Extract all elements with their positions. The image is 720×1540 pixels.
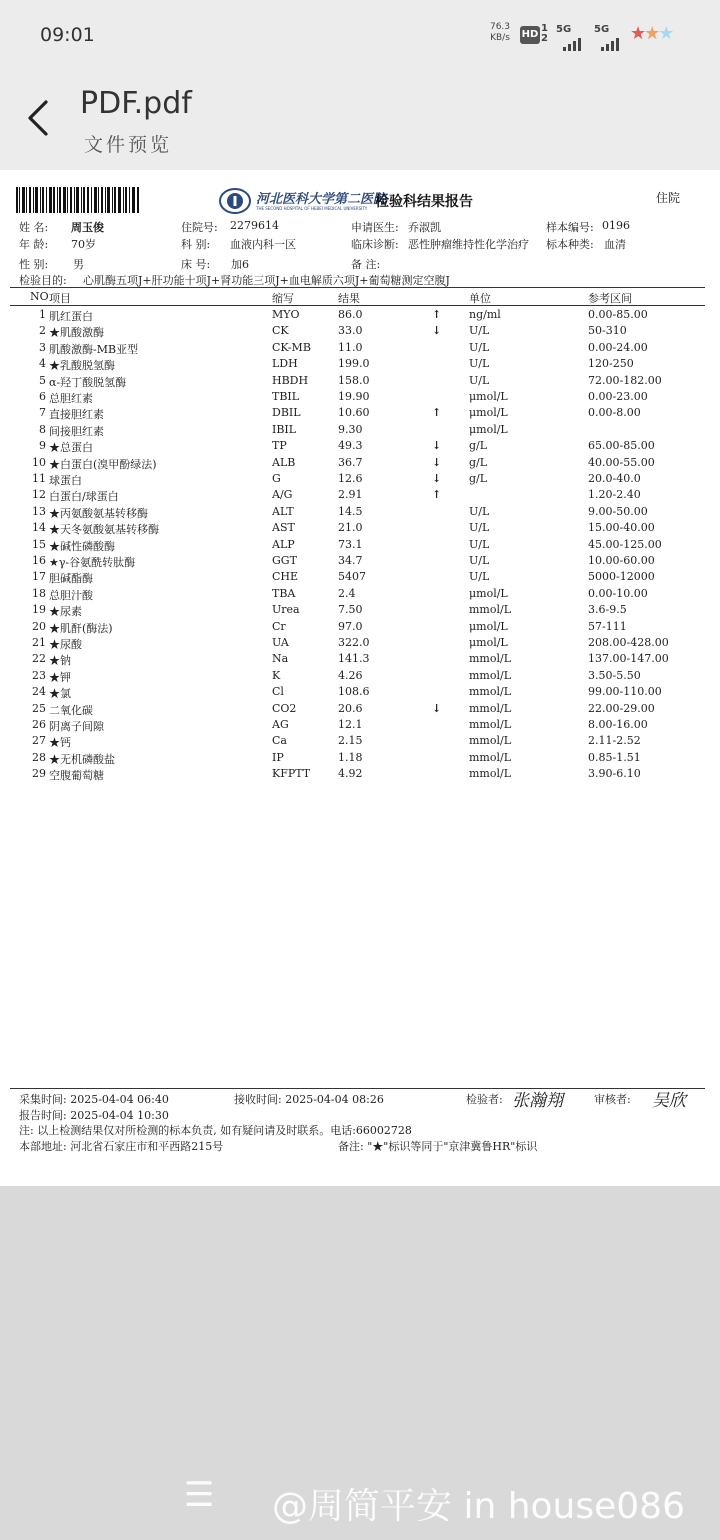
cell-abbr: MYO	[272, 308, 300, 321]
table-row	[0, 718, 720, 734]
cell-no: 3	[39, 340, 46, 354]
cell-flag: ↓	[432, 439, 442, 453]
cell-no: 13	[32, 504, 46, 518]
cell-no: 24	[32, 685, 46, 699]
cell-flag: ↓	[432, 701, 442, 715]
table-row	[0, 603, 720, 619]
cell-result: 2.15	[338, 734, 363, 748]
cell-ref: 0.00-10.00	[588, 586, 648, 600]
reviewer-label: 审核者:	[594, 1093, 631, 1106]
cell-result: 2.4	[338, 586, 356, 600]
cell-unit: ng/ml	[469, 308, 501, 321]
sample-type-value: 血清	[604, 238, 626, 251]
cell-abbr: HBDH	[272, 373, 309, 387]
divider	[10, 305, 705, 306]
cell-unit: g/L	[469, 455, 488, 469]
cell-unit: U/L	[469, 554, 490, 567]
cell-no: 12	[32, 488, 46, 502]
purpose-label: 检验目的:	[19, 274, 67, 287]
diagnosis-value: 恶性肿瘤维持性化学治疗	[408, 238, 529, 251]
collect-value: 2025-04-04 06:40	[70, 1093, 169, 1106]
cell-no: 23	[32, 668, 46, 682]
receive-label: 接收时间:	[234, 1093, 282, 1106]
cell-ref: 8.00-16.00	[588, 718, 648, 731]
header-abbr: 缩写	[272, 292, 294, 305]
address: 本部地址: 河北省石家庄市和平西路215号	[19, 1140, 224, 1153]
cell-result: 14.5	[338, 504, 363, 518]
cell-unit: μmol/L	[469, 422, 508, 436]
cell-no: 10	[32, 455, 46, 469]
cell-name: ★尿酸	[49, 638, 82, 651]
table-row	[0, 751, 720, 767]
sample-no-label: 样本编号:	[546, 221, 594, 234]
cell-name: 肌酸激酶-MB亚型	[49, 342, 139, 356]
cell-ref: 137.00-147.00	[588, 652, 669, 666]
reviewer-signature: 吴欣	[652, 1091, 686, 1111]
cell-ref: 72.00-182.00	[588, 373, 662, 387]
hospital-name: 河北医科大学第二医院	[256, 192, 387, 207]
cell-ref: 22.00-29.00	[588, 701, 655, 715]
cell-name: 直接胆红素	[49, 408, 104, 422]
cell-ref: 3.50-5.50	[588, 668, 641, 682]
watermark: @周简平安 in house086	[272, 1486, 685, 1527]
report-time	[19, 1107, 169, 1123]
cell-flag: ↑	[432, 308, 442, 321]
cell-abbr: ALB	[272, 455, 296, 469]
cell-abbr: G	[272, 472, 281, 485]
cell-no: 25	[32, 701, 46, 715]
hospital-name-en: THE SECOND HOSPITAL OF HEBEI MEDICAL UNIVERSITY	[256, 206, 368, 211]
sex-label: 性 别:	[19, 258, 49, 271]
status-bar	[0, 0, 720, 70]
hospital-logo-icon	[218, 188, 252, 214]
admission-label: 住院号:	[181, 221, 218, 234]
cell-ref: 2.11-2.52	[588, 734, 641, 748]
cell-result: 199.0	[338, 357, 370, 371]
barcode	[16, 187, 140, 213]
cell-result: 141.3	[338, 652, 370, 666]
cell-result: 4.92	[338, 767, 363, 781]
name-value: 周玉俊	[71, 221, 104, 234]
cell-result: 19.90	[338, 390, 370, 403]
cell-ref: 0.00-8.00	[588, 406, 641, 420]
cell-abbr: Na	[272, 652, 289, 666]
report-label: 报告时间:	[19, 1109, 67, 1122]
cell-unit: U/L	[469, 373, 490, 387]
remark-label: 备 注:	[351, 258, 381, 271]
cell-no: 22	[32, 652, 46, 666]
cell-no: 21	[32, 636, 46, 649]
cell-unit: mmol/L	[469, 668, 512, 682]
divider	[10, 1088, 705, 1089]
table-row	[0, 669, 720, 685]
cell-abbr: AG	[272, 718, 289, 731]
table-row	[0, 620, 720, 636]
table-row	[0, 406, 720, 422]
cell-abbr: K	[272, 668, 281, 682]
cell-no: 8	[39, 422, 46, 436]
cell-name: ★氯	[49, 687, 71, 701]
cell-no: 18	[32, 586, 46, 600]
cell-unit: mmol/L	[469, 701, 512, 715]
cell-ref: 0.00-23.00	[588, 390, 648, 403]
network-speed	[488, 22, 512, 44]
cell-unit: μmol/L	[469, 406, 508, 420]
cell-name: ★γ-谷氨酰转肽酶	[49, 556, 136, 569]
cell-ref: 3.6-9.5	[588, 603, 627, 617]
cell-result: 97.0	[338, 619, 363, 633]
header-item: 项目	[49, 292, 71, 305]
table-row	[0, 570, 720, 586]
table-row	[0, 636, 720, 652]
cell-abbr: UA	[272, 636, 289, 649]
cell-unit: mmol/L	[469, 603, 512, 617]
signal-bars-icon	[563, 32, 583, 46]
cell-no: 4	[39, 357, 46, 371]
dept-value: 血液内科一区	[230, 238, 296, 251]
cell-name: ★丙氨酸氨基转移酶	[49, 506, 148, 520]
pdf-page[interactable]	[0, 170, 720, 1186]
cell-ref: 120-250	[588, 357, 634, 371]
age-value: 70岁	[71, 238, 96, 251]
table-row	[0, 439, 720, 455]
cell-result: 158.0	[338, 373, 370, 387]
cell-no: 16	[32, 554, 46, 567]
cell-result: 9.30	[338, 422, 363, 436]
cell-no: 27	[32, 734, 46, 748]
cell-ref: 20.0-40.0	[588, 472, 641, 485]
cell-result: 36.7	[338, 455, 363, 469]
cell-abbr: CO2	[272, 701, 297, 715]
cell-no: 29	[32, 767, 46, 781]
cell-ref: 3.90-6.10	[588, 767, 641, 781]
cell-unit: U/L	[469, 324, 490, 338]
cell-ref: 9.00-50.00	[588, 504, 648, 518]
header-no: NO	[30, 290, 49, 303]
cell-result: 11.0	[338, 340, 363, 354]
receive-value: 2025-04-04 08:26	[285, 1093, 384, 1106]
cell-name: 白蛋白/球蛋白	[49, 490, 119, 504]
hd-sim-label: 1 2	[541, 23, 548, 44]
cell-result: 4.26	[338, 668, 363, 682]
table-row	[0, 374, 720, 390]
table-row	[0, 488, 720, 504]
bed-value: 加6	[231, 258, 249, 271]
table-row	[0, 587, 720, 603]
clock: 09:01	[40, 24, 95, 46]
table-row	[0, 734, 720, 750]
cell-ref: 0.00-85.00	[588, 308, 648, 321]
cell-abbr: GGT	[272, 554, 297, 567]
age-label: 年 龄:	[19, 238, 49, 251]
cell-ref: 65.00-85.00	[588, 439, 655, 453]
cell-no: 9	[39, 439, 46, 453]
cell-name: 总胆汁酸	[49, 588, 93, 602]
cell-name: ★白蛋白(溴甲酚绿法)	[49, 457, 157, 471]
cell-unit: U/L	[469, 340, 490, 354]
cell-name: ★总蛋白	[49, 441, 93, 455]
cell-name: α-羟丁酸脱氢酶	[49, 375, 127, 389]
cell-abbr: Ca	[272, 734, 287, 748]
cell-name: 总胆红素	[49, 392, 93, 405]
header-unit: 单位	[469, 292, 491, 305]
cell-result: 1.18	[338, 750, 363, 764]
cell-abbr: TP	[272, 439, 287, 453]
table-header	[0, 290, 720, 306]
collect-label: 采集时间:	[19, 1093, 67, 1106]
cell-no: 6	[39, 390, 46, 403]
cell-unit: μmol/L	[469, 619, 508, 633]
cell-unit: U/L	[469, 537, 490, 551]
cell-name: ★肌酸激酶	[49, 326, 104, 340]
network-type-1: 5G	[556, 24, 572, 35]
cell-no: 2	[39, 324, 46, 338]
network-speed-unit: KB/s	[490, 33, 510, 43]
cell-flag: ↓	[432, 455, 442, 469]
cell-abbr: TBIL	[272, 390, 300, 403]
cell-unit: mmol/L	[469, 767, 512, 781]
sex-value: 男	[73, 258, 84, 271]
file-name: PDF.pdf	[80, 86, 192, 121]
cell-unit: mmol/L	[469, 750, 512, 764]
cell-name: 空腹葡萄糖	[49, 769, 104, 783]
app-bar	[0, 70, 720, 170]
cell-result: 5407	[338, 570, 366, 584]
table-row	[0, 390, 720, 406]
cell-abbr: ALT	[272, 504, 294, 518]
star-remark: 备注: "★"标识等同于"京津冀鲁HR"标识	[338, 1140, 538, 1153]
cell-abbr: CK	[272, 324, 289, 338]
table-row	[0, 652, 720, 668]
table-row	[0, 554, 720, 570]
network-type-2: 5G	[594, 24, 610, 35]
table-row	[0, 538, 720, 554]
table-row	[0, 456, 720, 472]
cell-unit: mmol/L	[469, 652, 512, 666]
table-row	[0, 685, 720, 701]
cell-name: 间接胆红素	[49, 424, 104, 438]
cell-unit: μmol/L	[469, 586, 508, 600]
diagnosis-label: 临床诊断:	[351, 238, 399, 251]
patient-type: 住院	[656, 191, 681, 205]
table-row	[0, 341, 720, 357]
cell-ref: 5000-12000	[588, 570, 655, 584]
disclaimer-note: 注: 以上检测结果仅对所检测的标本负责, 如有疑问请及时联系。电话:66002728	[19, 1124, 412, 1137]
cell-result: 73.1	[338, 537, 363, 551]
inspector-signature: 张瀚翔	[512, 1091, 563, 1111]
cell-no: 15	[32, 537, 46, 551]
table-row	[0, 308, 720, 324]
cell-ref: 1.20-2.40	[588, 488, 641, 502]
dept-label: 科 别:	[181, 238, 211, 251]
cell-ref: 45.00-125.00	[588, 537, 662, 551]
cell-ref: 50-310	[588, 324, 627, 338]
doctor-label: 申请医生:	[351, 221, 399, 234]
cell-no: 14	[32, 521, 46, 535]
cell-no: 7	[39, 406, 46, 420]
cell-abbr: TBA	[272, 586, 296, 600]
cell-name: 二氧化碳	[49, 703, 93, 717]
cell-name: ★钾	[49, 670, 71, 684]
cell-unit: U/L	[469, 504, 490, 518]
cell-abbr: CK-MB	[272, 340, 311, 354]
cell-result: 21.0	[338, 521, 363, 535]
network-speed-value: 76.3	[489, 22, 511, 32]
sample-type-label: 标本种类:	[546, 238, 594, 251]
cell-abbr: Cr	[272, 619, 286, 633]
cell-no: 5	[39, 373, 46, 387]
signal-bars-icon	[601, 32, 621, 46]
table-row	[0, 324, 720, 340]
cell-abbr: LDH	[272, 357, 298, 371]
cell-result: 12.6	[338, 472, 363, 485]
cell-name: ★天冬氨酸氨基转移酶	[49, 523, 159, 537]
cell-flag: ↓	[432, 324, 442, 338]
hd-icon: HD	[520, 26, 540, 44]
table-row	[0, 505, 720, 521]
cell-result: 34.7	[338, 554, 363, 567]
cell-flag: ↑	[432, 488, 442, 502]
report-value: 2025-04-04 10:30	[70, 1109, 169, 1122]
cell-result: 86.0	[338, 308, 363, 321]
cell-result: 7.50	[338, 603, 363, 617]
table-row	[0, 423, 720, 439]
cell-unit: g/L	[469, 439, 488, 453]
cell-name: ★碱性磷酸酶	[49, 539, 115, 553]
cell-name: ★钙	[49, 736, 71, 750]
cell-name: 阴离子间隙	[49, 720, 104, 733]
cell-ref: 57-111	[588, 619, 627, 633]
cell-abbr: IBIL	[272, 422, 297, 436]
cell-unit: mmol/L	[469, 685, 512, 699]
cell-ref: 208.00-428.00	[588, 636, 669, 649]
file-preview-subtitle: 文件预览	[84, 134, 173, 156]
stars-icon: ★★★	[630, 23, 673, 44]
cell-result: 49.3	[338, 439, 363, 453]
admission-value: 2279614	[230, 219, 279, 232]
collect-time	[19, 1091, 169, 1107]
cell-unit: U/L	[469, 521, 490, 535]
menu-icon[interactable]: ☰	[184, 1475, 215, 1515]
cell-abbr: Urea	[272, 603, 300, 617]
cell-flag: ↑	[432, 406, 442, 420]
cell-no: 11	[32, 472, 46, 485]
cell-result: 12.1	[338, 718, 363, 731]
cell-name: ★肌酐(酶法)	[49, 621, 113, 635]
table-row	[0, 702, 720, 718]
cell-name: ★尿素	[49, 605, 82, 619]
cell-name: 胆碱酯酶	[49, 572, 93, 586]
cell-abbr: KFPTT	[272, 767, 311, 781]
doctor-value: 乔淑凯	[408, 221, 441, 234]
cell-no: 19	[32, 603, 46, 617]
cell-result: 10.60	[338, 406, 370, 420]
cell-flag: ↓	[432, 472, 442, 485]
cell-name: 球蛋白	[49, 474, 82, 487]
table-row	[0, 357, 720, 373]
header-ref: 参考区间	[588, 292, 632, 305]
cell-ref: 15.00-40.00	[588, 521, 655, 535]
cell-ref: 10.00-60.00	[588, 554, 655, 567]
cell-abbr: CHE	[272, 570, 299, 584]
cell-no: 28	[32, 750, 46, 764]
cell-result: 20.6	[338, 701, 363, 715]
cell-unit: μmol/L	[469, 636, 508, 649]
receive-time	[234, 1091, 384, 1107]
divider	[10, 287, 705, 288]
table-row	[0, 767, 720, 783]
cell-abbr: Cl	[272, 685, 284, 699]
cell-unit: μmol/L	[469, 390, 508, 403]
cell-result: 322.0	[338, 636, 370, 649]
cell-result: 33.0	[338, 324, 363, 338]
cell-abbr: IP	[272, 750, 284, 764]
table-row	[0, 521, 720, 537]
cell-result: 108.6	[338, 685, 370, 699]
cell-unit: mmol/L	[469, 718, 512, 731]
cell-ref: 99.00-110.00	[588, 685, 662, 699]
cell-ref: 0.00-24.00	[588, 340, 648, 354]
bed-label: 床 号:	[181, 258, 211, 271]
cell-unit: U/L	[469, 570, 490, 584]
back-arrow-icon[interactable]	[26, 98, 50, 138]
header-result: 结果	[338, 292, 360, 305]
report-title: 检验科结果报告	[375, 194, 473, 210]
cell-no: 17	[32, 570, 46, 584]
cell-no: 26	[32, 718, 46, 731]
cell-unit: mmol/L	[469, 734, 512, 748]
sample-no-value: 0196	[602, 219, 630, 232]
cell-no: 20	[32, 619, 46, 633]
cell-abbr: DBIL	[272, 406, 301, 420]
name-label: 姓 名:	[19, 221, 49, 234]
cell-abbr: AST	[272, 521, 295, 535]
cell-result: 2.91	[338, 488, 363, 502]
cell-ref: 0.85-1.51	[588, 750, 641, 764]
cell-unit: U/L	[469, 357, 490, 371]
cell-name: ★无机磷酸盐	[49, 752, 115, 766]
cell-abbr: ALP	[272, 537, 295, 551]
purpose-value: 心肌酶五项J+肝功能十项J+肾功能三项J+血电解质六项J+葡萄糖测定空腹J	[83, 274, 450, 287]
cell-unit: g/L	[469, 472, 488, 485]
cell-name: ★钠	[49, 654, 71, 668]
cell-ref: 40.00-55.00	[588, 455, 655, 469]
table-row	[0, 472, 720, 488]
cell-name: 肌红蛋白	[49, 310, 93, 323]
cell-name: ★乳酸脱氢酶	[49, 359, 115, 373]
cell-abbr: A/G	[272, 488, 293, 502]
inspector-label: 检验者:	[466, 1093, 503, 1106]
cell-no: 1	[39, 308, 46, 321]
